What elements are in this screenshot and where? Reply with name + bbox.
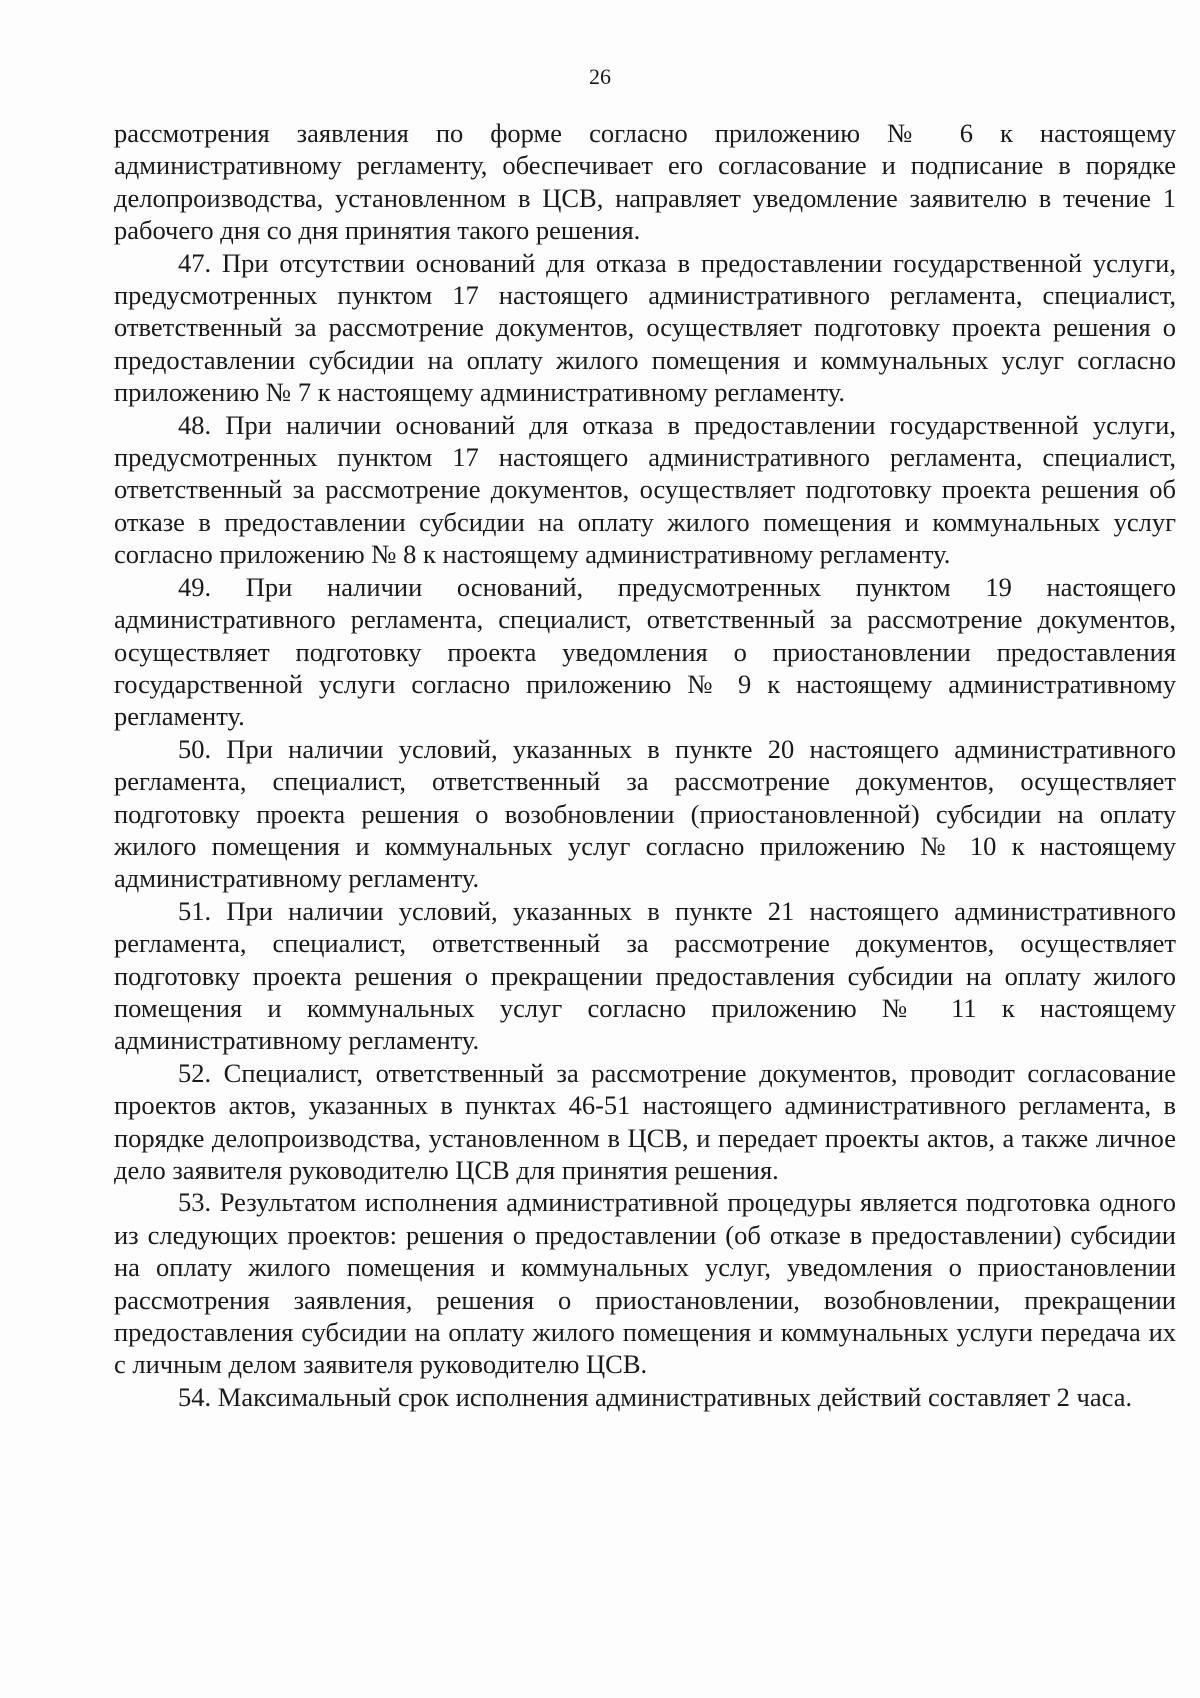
paragraph-51: 51. При наличии условий, указанных в пункте 21 настоящего административного регламента, специалист, ответственный за рассмотрение документов, осуществляет подготовку проекта решения о прекращении предоставления субсидии на оплату жилого помещения и коммунальных услуг согласно приложению № 11 к настоящему административному регламенту. [114,895,1176,1056]
paragraph-50: 50. При наличии условий, указанных в пункте 20 настоящего административного регламента, специалист, ответственный за рассмотрение документов, осуществляет подготовку проекта решения о возобновлении (приостановленной) субсидии на оплату жилого помещения и коммунальных услуг согласно приложению № 10 к настоящему административному регламенту. [114,733,1176,894]
paragraph-48: 48. При наличии оснований для отказа в предоставлении государственной услуги, предусмотренных пунктом 17 настоящего административного регламента, специалист, ответственный за рассмотрение документов, осуществляет подготовку проекта решения об отказе в предоставлении субсидии на оплату жилого помещения и коммунальных услуг согласно приложению № 8 к настоящему административному регламенту. [114,409,1176,570]
paragraph-54: 54. Максимальный срок исполнения административных действий составляет 2 часа. [178,1381,1133,1412]
paragraph-52: 52. Специалист, ответственный за рассмотрение документов, проводит согласование проектов актов, указанных в пунктах 46-51 настоящего административного регламента, в порядке делопроизводства, установленном в ЦСВ, и передает проекты актов, а также личное дело заявителя руководителю ЦСВ для принятия решения. [114,1057,1176,1185]
paragraph-continuation: рассмотрения заявления по форме согласно приложению № 6 к настоящему административному регламенту, обеспечивает его согласование и подписание в порядке делопроизводства, установленном в ЦСВ, направляет уведомление заявителю в течение 1 рабочего дня со дня принятия такого решения. [114,118,1176,246]
page-number: 26 [589,64,611,89]
paragraph-53: 53. Результатом исполнения административной процедуры является подготовка одного из следующих проектов: решения о предоставлении (об отказе в предоставлении) субсидии на оплату жилого помещения и коммунальных услуг, уведомления о приостановлении рассмотрения заявления, решения о приостановлении, возобновлении, прекращении предоставления субсидии на оплату жилого помещения и коммунальных услуги передача их с личным делом заявителя руководителю ЦСВ. [114,1187,1176,1380]
document-body [114,117,1176,1413]
paragraph-49: 49. При наличии оснований, предусмотренных пунктом 19 настоящего административного регламента, специалист, ответственный за рассмотрение документов, осуществляет подготовку проекта уведомления о приостановлении предоставления государственной услуги согласно приложению № 9 к настоящему административному регламенту. [114,571,1176,732]
paragraph-47: 47. При отсутствии оснований для отказа в предоставлении государственной услуги, предусмотренных пунктом 17 настоящего административного регламента, специалист, ответственный за рассмотрение документов, осуществляет подготовку проекта решения о предоставлении субсидии на оплату жилого помещения и коммунальных услуг согласно приложению № 7 к настоящему административному регламенту. [114,247,1176,408]
